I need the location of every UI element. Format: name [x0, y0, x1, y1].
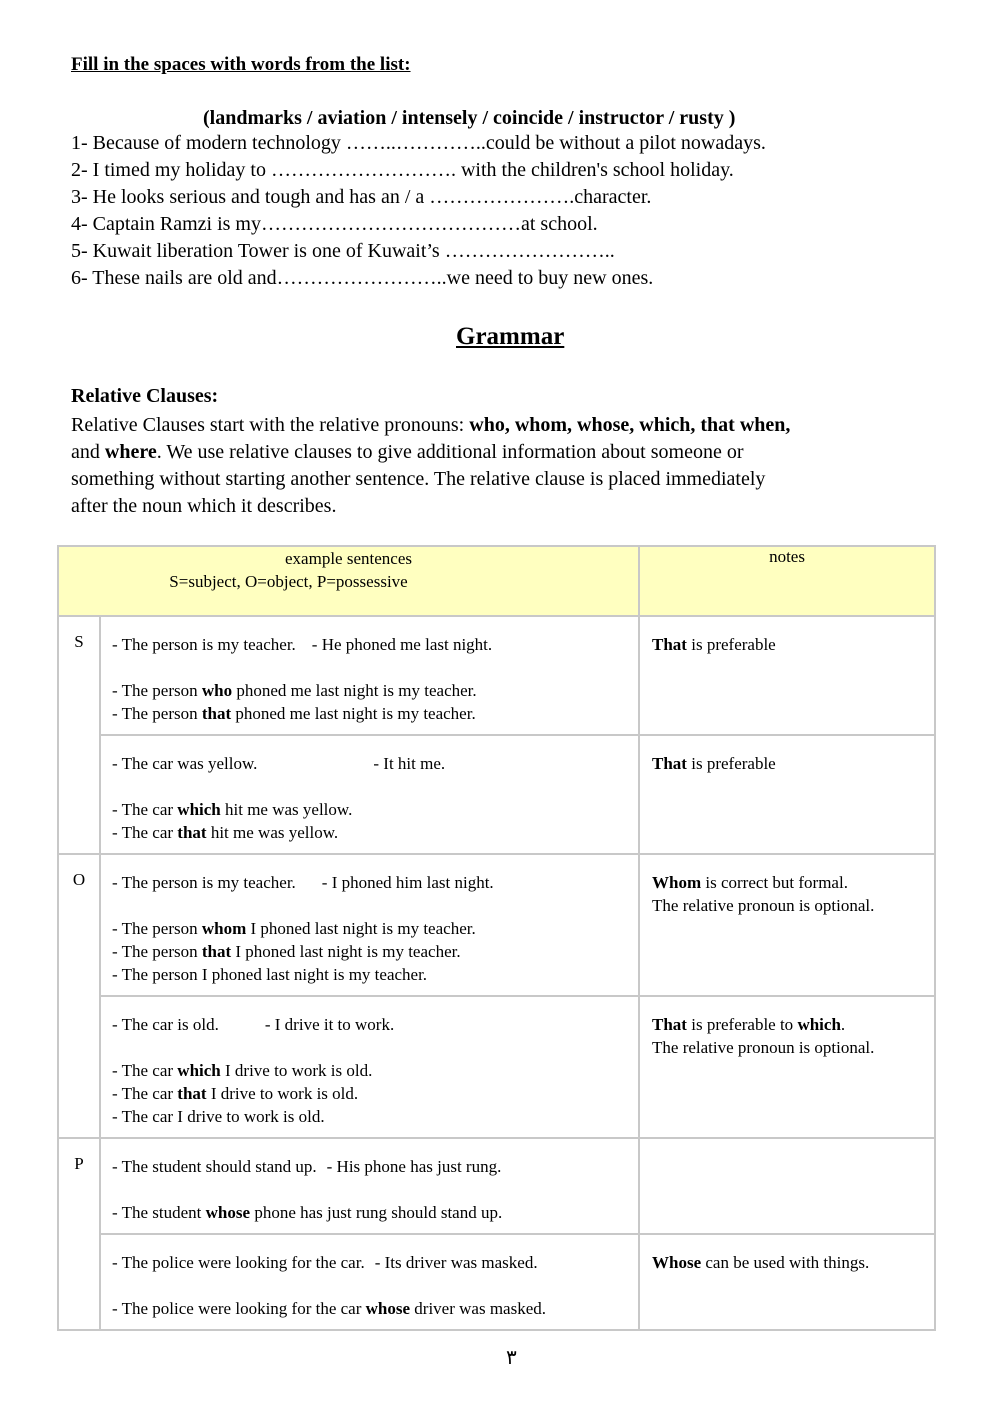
sentence: - Its driver was masked. [374, 1253, 538, 1272]
intro-pronouns: who, whom, whose, which, that when, [469, 414, 791, 436]
note-keyword: which [797, 1015, 841, 1034]
sentence: - The car is old. [112, 1015, 219, 1034]
sentence: - The car was yellow. [112, 754, 258, 773]
sentence: - The car [112, 823, 178, 842]
relative-clauses-intro [71, 412, 921, 520]
intro-text: . We use relative clauses to give additional information about someone or [156, 441, 744, 463]
note-cell [639, 1138, 935, 1234]
sentence: I drive to work is old. [206, 1084, 359, 1103]
question-2: 2- I timed my holiday to ………………………. with the children's school holiday. [71, 159, 734, 181]
example-cell [100, 854, 639, 996]
type-label-s: S [58, 616, 100, 854]
example-cell [100, 1138, 639, 1234]
note-text: The relative pronoun is optional. [652, 896, 875, 915]
word-list: (landmarks / aviation / intensely / coincide / instructor / rusty ) [203, 107, 736, 129]
question-4: 4- Captain Ramzi is my…………………………………at school. [71, 213, 598, 235]
example-cell [100, 735, 639, 854]
sentence: - The student should stand up. [112, 1157, 317, 1176]
relative-clauses-title: Relative Clauses: [71, 385, 219, 407]
note-keyword: That [652, 1015, 687, 1034]
sentence: - It hit me. [373, 754, 446, 773]
sentence: I phoned last night is my teacher. [231, 942, 461, 961]
sentence: I drive to work is old. [220, 1061, 373, 1080]
intro-text: after the noun which it describes. [71, 495, 337, 517]
sentence: - The car [112, 800, 178, 819]
sentence: phone has just rung should stand up. [250, 1203, 503, 1222]
note-text: is preferable [686, 754, 776, 773]
sentence: - The person [112, 942, 202, 961]
pronoun: who [201, 681, 233, 700]
sentence: - The person [112, 919, 202, 938]
grammar-heading: Grammar [456, 323, 565, 350]
pronoun: whom [201, 919, 247, 938]
note-keyword: Whose [652, 1253, 702, 1272]
sentence: - The person I phoned last night is my teacher. [112, 965, 428, 984]
intro-text: something without starting another sentence. The relative clause is placed immediately [71, 468, 766, 490]
header-examples-title: example sentences [285, 549, 412, 568]
table-header [58, 546, 935, 616]
example-cell [100, 1234, 639, 1330]
table-row [58, 1234, 935, 1330]
note-text: can be used with things. [701, 1253, 870, 1272]
header-examples [58, 546, 639, 616]
pronoun: that [201, 942, 232, 961]
note-keyword: That [652, 754, 687, 773]
pronoun: that [177, 823, 207, 842]
question-1: 1- Because of modern technology ……..…………..could be without a pilot nowadays. [71, 132, 766, 154]
question-3: 3- He looks serious and tough and has an / a ………………….character. [71, 186, 652, 208]
table-row [58, 1138, 935, 1234]
sentence: - The person is my teacher. [112, 873, 296, 892]
sentence: driver was masked. [410, 1299, 547, 1318]
note-keyword: Whom [652, 873, 702, 892]
sentence: hit me was yellow. [206, 823, 339, 842]
pronoun: which [177, 1061, 221, 1080]
note-text: is preferable [686, 635, 776, 654]
sentence: - The police were looking for the car [112, 1299, 366, 1318]
example-cell [100, 996, 639, 1138]
pronoun: that [201, 704, 232, 723]
note-keyword: That [652, 635, 687, 654]
sentence: - The person [112, 704, 202, 723]
type-label-p: P [58, 1138, 100, 1330]
sentence: - The police were looking for the car. [112, 1253, 365, 1272]
table-row [58, 735, 935, 854]
sentence: I phoned last night is my teacher. [246, 919, 476, 938]
sentence: - The car I drive to work is old. [112, 1107, 325, 1126]
intro-text: Relative Clauses start with the relative pronouns: [71, 414, 470, 436]
header-legend: S=subject, O=object, P=possessive [169, 572, 408, 591]
header-notes: notes [639, 546, 935, 616]
type-label-o: O [58, 854, 100, 1138]
note-cell [639, 854, 935, 996]
pronoun: that [177, 1084, 207, 1103]
table-row [58, 616, 935, 735]
pronoun: which [177, 800, 221, 819]
page-number: ٣ [506, 1345, 517, 1369]
note-text: . [840, 1015, 846, 1034]
note-cell [639, 1234, 935, 1330]
pronoun: whose [205, 1203, 251, 1222]
note-cell [639, 616, 935, 735]
sentence: - His phone has just rung. [326, 1157, 502, 1176]
note-cell [639, 735, 935, 854]
sentence: - He phoned me last night. [311, 635, 493, 654]
table-row [58, 996, 935, 1138]
exercise-title: Fill in the spaces with words from the list: [71, 54, 411, 75]
table-row [58, 854, 935, 996]
relative-clauses-table [57, 545, 936, 1331]
question-6: 6- These nails are old and……………………..we need to buy new ones. [71, 267, 654, 289]
note-text: is preferable to [686, 1015, 798, 1034]
sentence: - The student [112, 1203, 206, 1222]
pronoun: whose [365, 1299, 411, 1318]
question-5: 5- Kuwait liberation Tower is one of Kuwait’s …………………….. [71, 240, 615, 262]
sentence: phoned me last night is my teacher. [231, 704, 476, 723]
sentence: - The car [112, 1084, 178, 1103]
note-text: The relative pronoun is optional. [652, 1038, 875, 1057]
intro-pronoun-where: where [104, 441, 157, 463]
sentence: - The car [112, 1061, 178, 1080]
sentence: - The person [112, 681, 202, 700]
sentence: - I phoned him last night. [321, 873, 494, 892]
note-text: is correct but formal. [701, 873, 848, 892]
intro-text: and [71, 441, 105, 463]
sentence: - The person is my teacher. [112, 635, 296, 654]
sentence: phoned me last night is my teacher. [232, 681, 477, 700]
note-cell [639, 996, 935, 1138]
sentence: hit me was yellow. [220, 800, 353, 819]
sentence: - I drive it to work. [264, 1015, 395, 1034]
example-cell [100, 616, 639, 735]
